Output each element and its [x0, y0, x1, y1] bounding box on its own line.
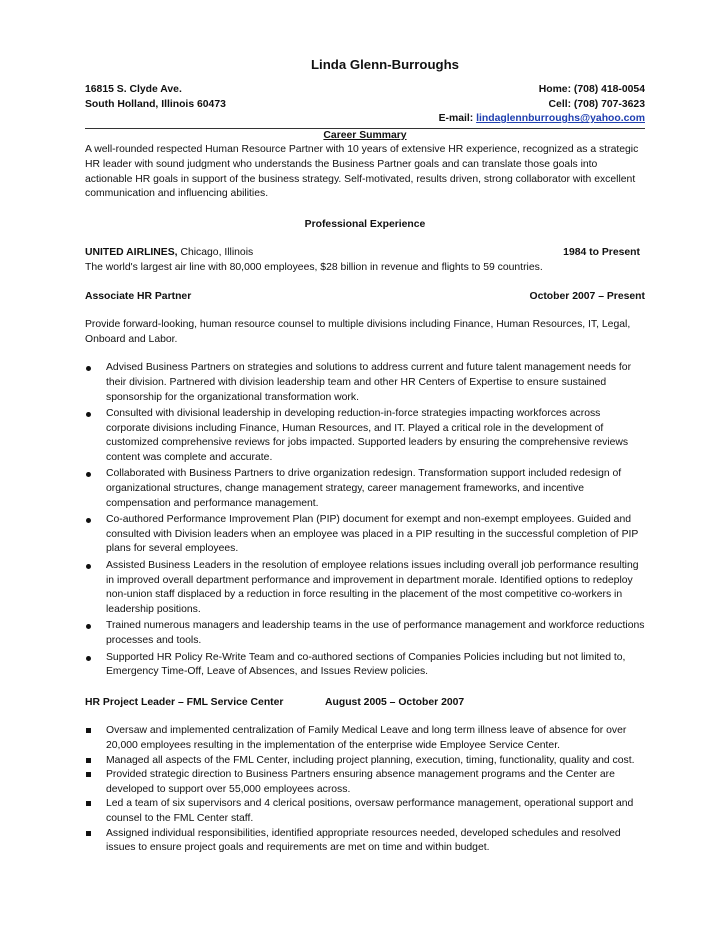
- bullet-square-icon: [86, 827, 98, 836]
- bullet-text: Led a team of six supervisors and 4 clerical positions, oversaw performance management, operational support and counsel to the FML Center staff.: [106, 798, 634, 824]
- list-item: [85, 827, 645, 856]
- candidate-name: Linda Glenn-Burroughs: [311, 57, 459, 72]
- contact-row-2: [85, 98, 645, 113]
- bullet-text: Advised Business Partners on strategies and solutions to address current and future talent management needs for their division. Partnered with division leadership team and other HR Centers of Expertise to ensure sustained sponsorship for the organizational transformation work.: [106, 362, 632, 403]
- list-item: [85, 513, 645, 557]
- bullet-square-icon: [86, 797, 98, 806]
- role1-dates: October 2007 – Present: [529, 290, 645, 302]
- bullet-text: Trained numerous managers and leadership teams in the use of performance management and workforce reductions processes and tools.: [106, 620, 645, 646]
- list-item: [85, 559, 645, 617]
- home-phone: Home: (708) 418-0054: [538, 84, 645, 95]
- role1-title: Associate HR Partner: [85, 290, 192, 302]
- bullet-square-icon: [86, 724, 98, 733]
- email-link[interactable]: lindaglennburroughs@yahoo.com: [476, 113, 645, 125]
- employer-row: [85, 246, 645, 261]
- email-row: [85, 112, 645, 127]
- list-item: [85, 754, 645, 769]
- bullet-dot-icon: [86, 407, 98, 417]
- role1-header: [85, 290, 645, 305]
- list-item: [85, 768, 645, 797]
- bullet-text: Supported HR Policy Re-Write Team and co-authored sections of Companies Policies including but not limited to, Emergency Time-Off, Leave of Absences, and Issues Review policies.: [106, 651, 626, 678]
- professional-experience-heading: Professional Experience: [304, 218, 426, 230]
- bullet-text: Managed all aspects of the FML Center, including project planning, execution, timing, functionality, quality and cost.: [106, 754, 635, 766]
- role1-bullet-list: [85, 361, 645, 679]
- contact-block: [85, 83, 645, 127]
- contact-row-1: [85, 83, 645, 98]
- list-item: [85, 724, 645, 753]
- list-item: [85, 361, 645, 405]
- employer-name: UNITED AIRLINES,: [85, 247, 178, 259]
- list-item: [85, 467, 645, 511]
- employer-dates: 1984 to Present: [563, 247, 640, 259]
- bullet-text: Oversaw and implemented centralization of Family Medical Leave and long term illness leave of absence for over 20,000 employees resulting in the implementation of the enterprise wide Employee Service Center.: [106, 725, 627, 751]
- bullet-text: Assigned individual responsibilities, identified appropriate resources needed, developed schedules and resolved issues to ensure project goals and requirements are met on time and within budget.: [106, 827, 621, 854]
- address-line-2: South Holland, Illinois 60473: [85, 98, 226, 110]
- role2-bullet-list: [85, 724, 645, 855]
- bullet-dot-icon: [86, 619, 98, 629]
- career-summary-text: A well-rounded respected Human Resource Partner with 10 years of extensive HR experience, recognized as a strategic HR leader with sound judgment who understands the Business Partner goals and can translate those goals into actionable HR goals in support of the business strategy. Self-motivated, results driven, strong collaborator with excellent communication and influencing abilities.: [85, 144, 639, 200]
- cell-phone: Cell: (708) 707-3623: [548, 98, 645, 110]
- bullet-text: Provided strategic direction to Business Partners ensuring absence management programs and the Center are developed to support over 55,000 employees across.: [106, 769, 615, 795]
- email-label: E-mail:: [438, 113, 474, 125]
- bullet-text: Assisted Business Leaders in the resolution of employee relations issues including overall job performance resulting in improved overall department performance and improvement in department morale. Identified options to redeploy non-union staff displaced by a reduction in force resulting in the placement of the most competitive co-workers in leadership positions.: [106, 560, 639, 615]
- employer-description: The world's largest air line with 80,000 employees, $28 billion in revenue and flights to 59 countries.: [85, 261, 543, 273]
- bullet-dot-icon: [86, 559, 98, 569]
- career-summary-heading: Career Summary: [323, 129, 407, 141]
- list-item: [85, 651, 645, 680]
- bullet-dot-icon: [86, 513, 98, 523]
- list-item: [85, 619, 645, 648]
- role2-title: HR Project Leader – FML Service Center: [85, 696, 284, 708]
- bullet-dot-icon: [86, 467, 98, 477]
- role2-dates: August 2005 – October 2007: [325, 696, 465, 708]
- address-line-1: 16815 S. Clyde Ave.: [85, 84, 182, 95]
- bullet-square-icon: [86, 754, 98, 763]
- bullet-dot-icon: [86, 361, 98, 371]
- bullet-dot-icon: [86, 651, 98, 661]
- role2-header: [85, 696, 645, 711]
- resume-document: [85, 56, 645, 856]
- employer-location: Chicago, Illinois: [177, 247, 254, 259]
- bullet-text: Consulted with divisional leadership in developing reduction-in-force strategies impacting workforces across corporate divisions including Finance, Human Resources, and IT. Played a critical role in the development of customized comprehensive reviews for jobs impacted. Supported leaders by ensuring the comprehensive reviews content was complete and accurate.: [106, 408, 629, 463]
- role1-intro: Provide forward-looking, human resource counsel to multiple divisions including Finance, Human Resources, IT, Legal, Onboard and Labor.: [85, 319, 631, 345]
- bullet-text: Collaborated with Business Partners to drive organization redesign. Transformation support included redesign of organizational structures, change management strategy, career management frameworks, and incentive compensation and performance management.: [106, 468, 622, 509]
- list-item: [85, 407, 645, 465]
- bullet-text: Co-authored Performance Improvement Plan (PIP) document for exempt and non-exempt employees. Guided and consulted with Division leaders when an employee was placed in a PIP resulting in the successful completion of PIP plans for several employees.: [106, 514, 639, 555]
- bullet-square-icon: [86, 768, 98, 777]
- list-item: [85, 797, 645, 826]
